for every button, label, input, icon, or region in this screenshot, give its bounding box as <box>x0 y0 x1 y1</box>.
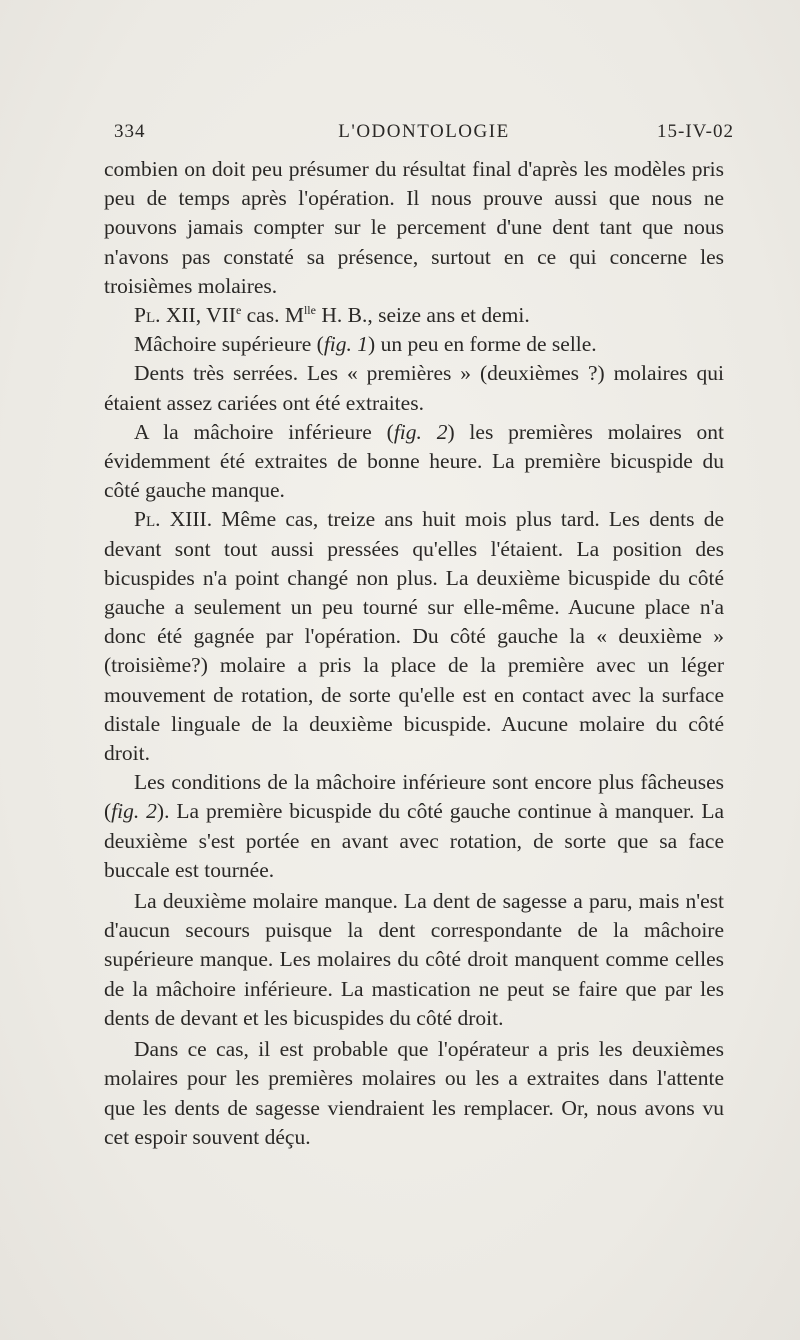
case-text: cas. M <box>241 303 304 328</box>
paragraph-1: combien on doit peu présumer du résultat final d'après les modèles pris peu de temps après l'opération. Il nous prouve aussi que nous ne pouvons jamais compter sur le percement d'une dent tant que nous n'avons pas constaté sa présence, surtout en ce qui concerne les troisièmes molaires. <box>104 157 724 298</box>
page-number: 334 <box>114 121 146 142</box>
paragraph-4: Dents très serrées. Les « premières » (deuxièmes ?) molaires qui étaient assez cariées ont été extraites. <box>104 361 724 415</box>
text-run: Les conditions de la mâchoire inférieure sont encore plus fâcheuses ( <box>104 770 724 824</box>
paragraph-5 <box>104 418 724 506</box>
text-run: Mâchoire supérieure ( <box>134 332 324 357</box>
issue-date: 15-IV-02 <box>657 121 734 142</box>
superscript: lle <box>303 303 316 318</box>
text-run: ) les premières molaires ont évidemment été extraites de bonne heure. La première bicuspide du côté gauche manque. <box>104 419 725 503</box>
paragraph-9: Dans ce cas, il est probable que l'opérateur a pris les deuxièmes molaires pour les premières molaires ou les a extraites dans l'attente que les dents de sagesse viendraient les remplacer. Or, nous avons vu cet espoir souvent déçu. <box>104 1037 724 1149</box>
paragraph-8: La deuxième molaire manque. La dent de sagesse a paru, mais n'est d'aucun secours puisque la dent correspondante de la mâchoire supérieure manque. Les molaires du côté droit manquent comme celles de la mâchoire inférieure. La mastication ne peut se faire que par les dents de devant et les bicuspides du côté droit. <box>104 889 724 1030</box>
figure-ref: fig. 1 <box>323 332 369 357</box>
text-run: XIII. Même cas, treize ans huit mois plus tard. Les dents de devant sont tout aussi pressées qu'elles l'étaient. La position des bicuspides n'a point changé non plus. La deuxième bicuspide du côté gauche a seulement un peu tourné sur elle-même. Aucune place n'a donc été gagnée par l'opération. Du côté gauche la « deuxième » (troisième?) molaire a pris la place de la première avec un léger mouvement de rotation, de sorte qu'elle est en contact avec la surface distale linguale de la deuxième bicuspide. Aucune molaire du côté droit. <box>104 507 724 766</box>
journal-title: L'ODONTOLOGIE <box>338 121 510 142</box>
superscript: e <box>235 303 242 318</box>
body-text <box>104 155 724 1152</box>
text-run: A la mâchoire inférieure ( <box>134 419 394 444</box>
paragraph-2 <box>104 301 724 330</box>
paragraph-6 <box>104 505 724 768</box>
figure-ref: fig. 2 <box>393 419 448 444</box>
figure-ref: fig. 2 <box>111 799 157 824</box>
paragraph-3 <box>104 330 724 359</box>
patient-text: H. B., seize ans et demi. <box>315 303 530 328</box>
plate-number: XII, VII <box>160 303 236 328</box>
paragraph-7 <box>104 768 724 885</box>
plate-label: Pl. <box>134 507 161 532</box>
text-run: ) un peu en forme de selle. <box>368 332 597 357</box>
plate-label: Pl. <box>134 303 161 328</box>
running-head <box>114 121 734 151</box>
text-run: ). La première bicuspide du côté gauche continue à manquer. La deuxième s'est portée en avant avec rotation, de sorte que sa face buccale est tournée. <box>104 799 724 882</box>
